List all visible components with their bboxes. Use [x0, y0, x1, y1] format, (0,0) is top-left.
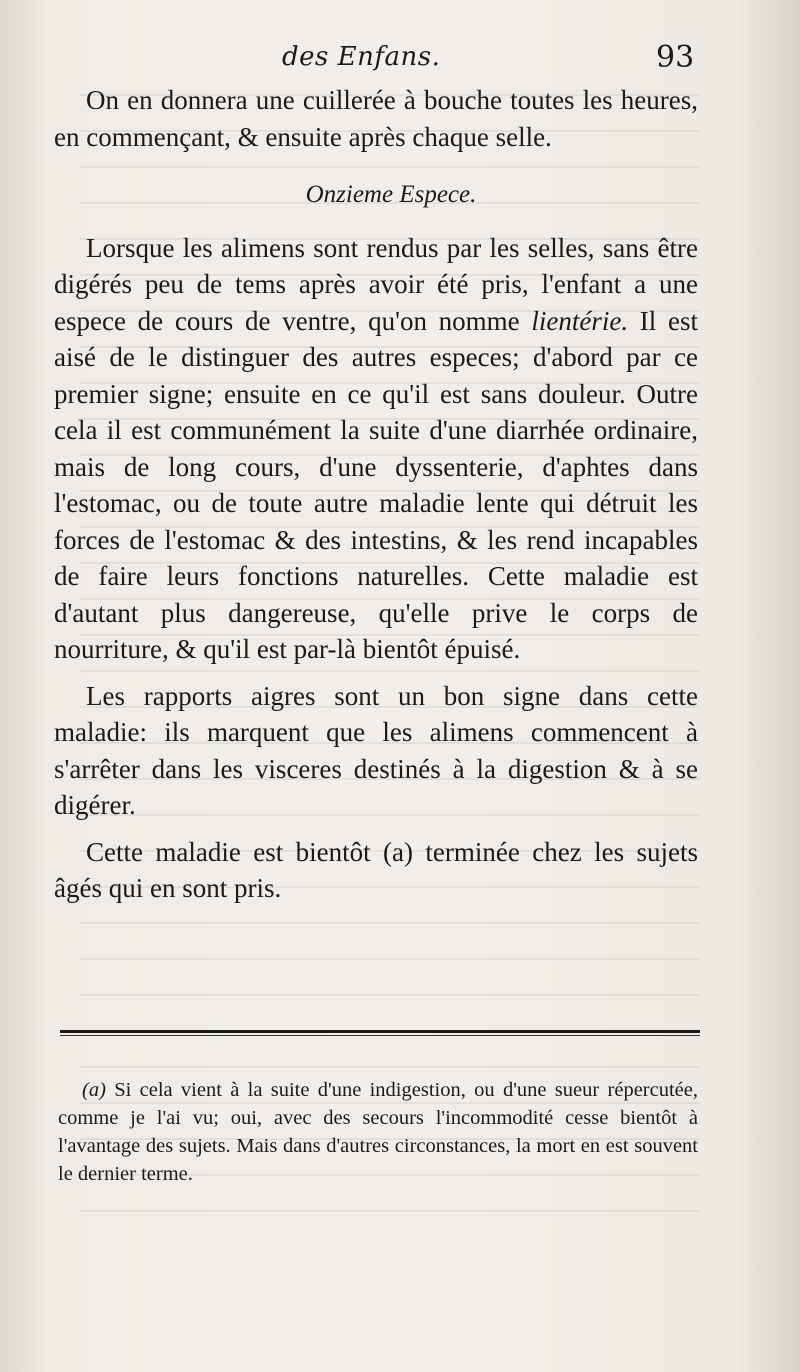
- footnote-paragraph: [58, 1076, 698, 1188]
- paragraph-termination-start: Cette maladie est bientôt: [86, 836, 384, 867]
- paragraph-dosage: On en donnera une cuillerée à bouche toutes les heures, en commençant, & ensuite après chaque selle.: [54, 85, 698, 152]
- paragraph-termination: [54, 834, 698, 907]
- section-heading: Onzieme Espece.: [305, 181, 477, 208]
- paragraph-lienterie-start: Lorsque les alimens sont rendus par les selles, sans être digérés peu de tems après avoir été pris, l'enfant a une espece de cours de ventre, qu'on nomme: [54, 232, 698, 336]
- main-text: [54, 82, 698, 907]
- term-lienterie: lientérie.: [531, 305, 629, 336]
- footnote-reference: (a): [383, 836, 413, 867]
- paragraph-rapports: Les rapports aigres sont un bon signe dans cette maladie: ils marquent que les alimens commencent à s'arrêter dans les visceres destinés à la digestion & à se digérer.: [54, 680, 698, 820]
- footnote: [58, 1076, 698, 1188]
- paragraph-termination-rest: terminée chez les sujets âgés qui en sont pris.: [54, 836, 698, 903]
- running-title: des Enfans.: [282, 42, 441, 72]
- footnote-text: Si cela vient à la suite d'une indigestion, ou d'une sueur répercutée, comme je l'ai vu; oui, avec des secours l'incommodité cesse bientôt à l'avantage des sujets. Mais dans d'autres circonstances, la mort en est souvent le dernier terme.: [58, 1079, 698, 1185]
- footnote-divider-thin: [60, 1035, 700, 1036]
- paragraph-lienterie: [54, 230, 698, 668]
- footnote-divider: [60, 1030, 700, 1033]
- page-number: 93: [656, 40, 695, 75]
- page-header: [0, 38, 800, 78]
- footnote-marker: (a): [82, 1079, 106, 1101]
- paragraph-lienterie-rest: Il est aisé de le distinguer des autres especes; d'abord par ce premier signe; ensuite en ce qu'il est sans douleur. Outre cela il est communément la suite d'une diarrhée ordinaire, mais de long cours, d'une dyssenterie, d'aphtes dans l'estomac, ou de toute autre maladie lente qui détruit les forces de l'estomac & des intestins, & les rend incapables de faire leurs fonctions naturelles. Cette maladie est d'autant plus dangereuse, qu'elle prive le corps de nourriture, & qu'il est par-là bientôt épuisé.: [54, 305, 698, 664]
